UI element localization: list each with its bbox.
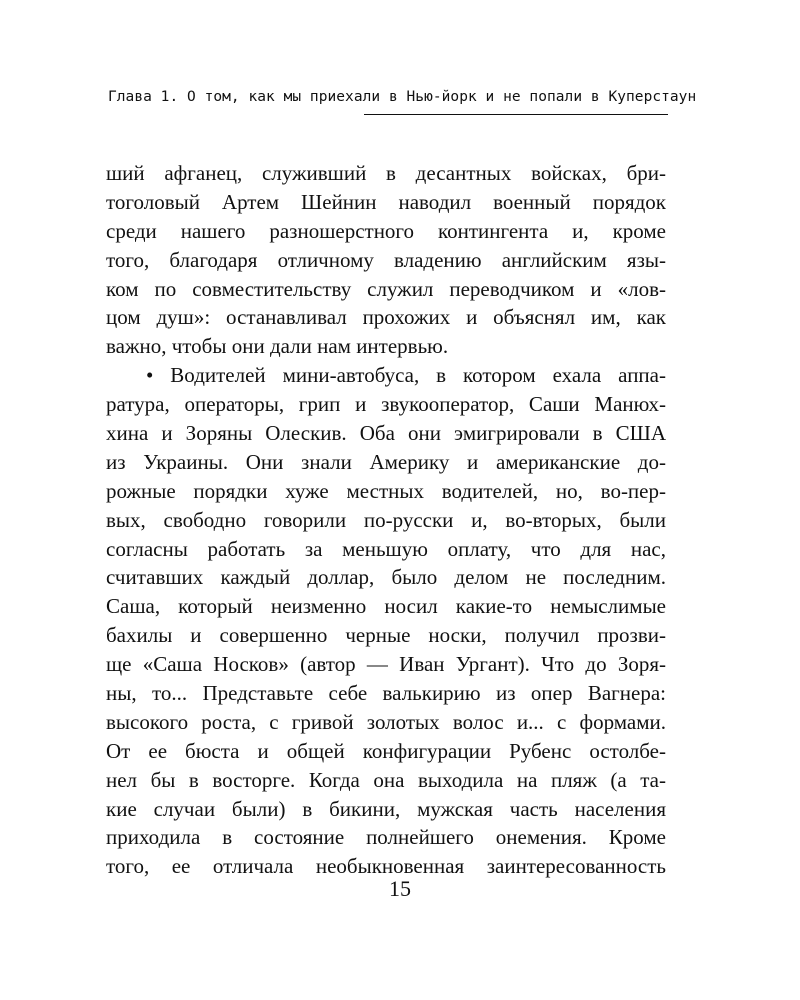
text-line: ком по совместительству служил переводчиком и «лов- bbox=[106, 276, 666, 301]
page-number: 15 bbox=[389, 876, 411, 901]
text-line: ший афганец, служивший в десантных войсках, бри- bbox=[106, 161, 666, 185]
text-line: тоголовый Артем Шейнин наводил военный порядок bbox=[106, 189, 666, 214]
text-line-paragraph-end: важно, чтобы они дали нам интервью. bbox=[106, 334, 449, 359]
text-line: высокого роста, с гривой золотых волос и... с формами. bbox=[106, 709, 666, 734]
text-line: нел бы в восторге. Когда она выходила на пляж (а та- bbox=[106, 767, 666, 792]
header-underline-rule bbox=[364, 114, 668, 115]
text-line: ще «Саша Носков» (автор — Иван Ургант). Что до Зоря- bbox=[106, 652, 666, 677]
text-line: согласны работать за меньшую оплату, что для нас, bbox=[106, 536, 666, 561]
text-line: ны, то... Представьте себе валькирию из опер Вагнера: bbox=[106, 681, 666, 706]
text-line: ратура, операторы, грип и звукооператор, Саши Манюх- bbox=[106, 392, 666, 417]
text-line-bullet-start: • Водителей мини-автобуса, в котором ехала аппа- bbox=[146, 363, 666, 388]
text-line: того, благодаря отличному владению английским язы- bbox=[106, 247, 666, 272]
running-header: Глава 1. О том, как мы приехали в Нью-йорк и не попали в Куперстаун bbox=[108, 89, 697, 105]
text-line: Саша, который неизменно носил какие-то немыслимые bbox=[106, 594, 666, 619]
text-line: От ее бюста и общей конфигурации Рубенс остолбе- bbox=[106, 738, 666, 763]
text-line: вых, свободно говорили по-русски и, во-вторых, были bbox=[106, 507, 666, 532]
text-line: среди нашего разношерстного контингента и, кроме bbox=[106, 218, 666, 243]
text-line: того, ее отличала необыкновенная заинтересованность bbox=[106, 854, 666, 879]
text-line: бахилы и совершенно черные носки, получил прозви- bbox=[106, 623, 666, 648]
text-line: кие случаи были) в бикини, мужская часть населения bbox=[106, 796, 666, 821]
page-body-text bbox=[106, 159, 666, 881]
text-line: приходила в состояние полнейшего онемения. Кроме bbox=[106, 825, 666, 850]
text-line: цом душ»: останавливал прохожих и объяснял им, как bbox=[106, 305, 666, 330]
text-line: рожные порядки хуже местных водителей, но, во-пер- bbox=[106, 478, 666, 503]
text-line: из Украины. Они знали Америку и американские до- bbox=[106, 449, 666, 474]
text-line: хина и Зоряны Олескив. Оба они эмигрировали в США bbox=[106, 421, 666, 446]
text-line: считавших каждый доллар, было делом не последним. bbox=[106, 565, 666, 590]
